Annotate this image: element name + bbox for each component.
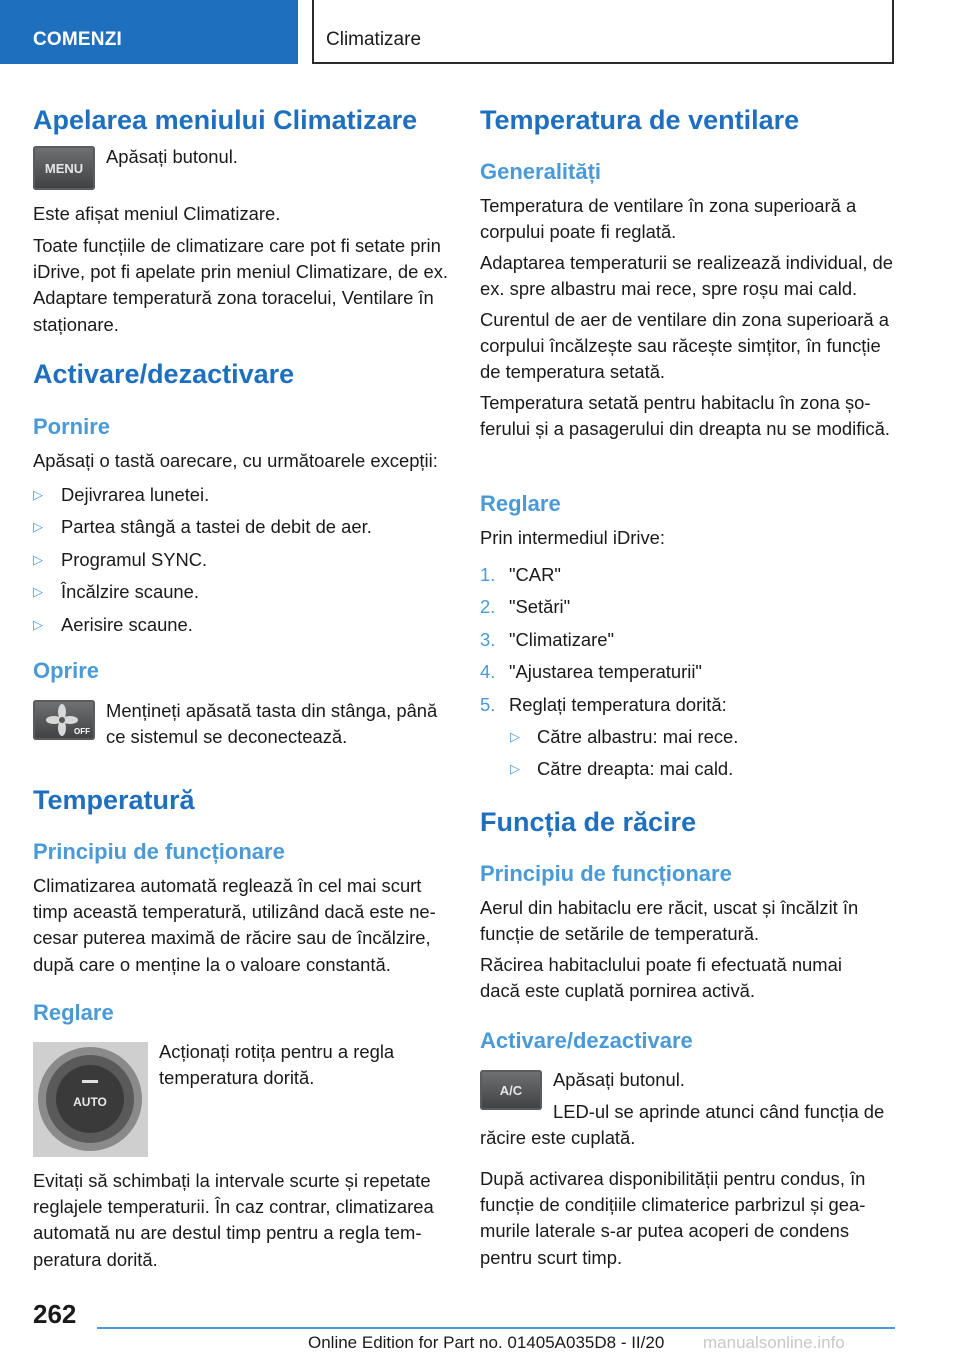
ac-press-text: Apăsați butonul. — [553, 1069, 685, 1090]
heading-activate-right: Activare/dezactivare — [480, 1028, 693, 1053]
reglare-intro: Prin intermediul iDrive: — [480, 527, 665, 548]
heading-reglare-right: Reglare — [480, 491, 561, 516]
fan-icon — [36, 702, 92, 738]
heading-ventilare: Temperatura de ventilare — [480, 105, 800, 135]
principiu-paragraph: Climatizarea automată reglează în cel mai scurt timp această temperatură, utilizând dacă este necesar puterea maximă de răcire sau de încălzire, după care o menține la o valoare constantă. — [33, 875, 436, 975]
heading-menu: Apelarea meniului Climatizare — [33, 105, 418, 135]
edition-text: Online Edition for Part no. 01405A035D8 - II/20 — [308, 1333, 665, 1352]
heading-pornire: Pornire — [33, 414, 111, 439]
list-item: ▷ Către dreapta: mai cald. — [510, 758, 734, 780]
general-paragraph-2: Adaptarea temperaturii se realizează individual, de ex. spre albastru mai rece, spre roșu mai cald. — [480, 252, 894, 300]
fan-off-button-icon — [33, 700, 95, 740]
pornire-paragraph: Apăsați o tastă oarecare, cu următoarele excepții: — [33, 450, 438, 471]
exception-list — [33, 482, 448, 644]
list-item: 3. "Climatizare" — [480, 628, 615, 650]
watermark: manualsonline.info — [703, 1333, 845, 1352]
svg-text:OFF: OFF — [74, 727, 90, 736]
menu-button-icon: MENU — [33, 146, 95, 190]
menu-paragraph-2: Toate funcțiile de climatizare care pot fi setate prin iDrive, pot fi apelate prin meniul Climatizare, de ex. Adaptare temperatură zona toracelui, Ventilare în staționare. — [33, 235, 448, 335]
list-item: 1. "CAR" — [480, 564, 561, 585]
heading-temperatura: Temperatură — [33, 785, 195, 815]
reglare-paragraph-2: Evitați să schimbați la intervale scurte și repetate reglajele temperaturii. În caz contrar, climatizarea automată nu are destul timp pentru a regla temperatura dorită. — [33, 1170, 434, 1270]
menu-press-text: Apăsați butonul. — [106, 146, 238, 167]
heading-activate: Activare/dezactivare — [33, 359, 295, 389]
chapter-header — [312, 0, 894, 64]
general-paragraph-4: Temperatura setată pentru habitaclu în zona șoferului și a pasagerului din dreapta nu se modifică. — [480, 392, 890, 440]
heading-reglare: Reglare — [33, 1000, 114, 1025]
reglare-text: Acționați rotița pentru a regla temperatura dorită. — [159, 1041, 395, 1089]
ac-led-text: LED-ul se aprinde atunci când funcția de răcire este cuplată. — [480, 1101, 885, 1149]
general-paragraph-1: Temperatura de ventilare în zona superioară a corpului poate fi reglată. — [480, 195, 857, 243]
knob-icon — [33, 1042, 148, 1157]
list-item: ▷ Aerisire scaune. — [33, 613, 193, 635]
heading-principiu-right: Principiu de funcționare — [480, 861, 732, 886]
section-tab — [0, 0, 298, 64]
chapter-title: Climatizare — [326, 29, 422, 50]
section-label: COMENZI — [33, 29, 123, 50]
menu-paragraph-1: Este afișat meniul Climatizare. — [33, 203, 281, 224]
page-number: 262 — [33, 1299, 77, 1329]
list-item: ▷ Partea stângă a tastei de debit de aer. — [33, 516, 372, 538]
oprire-text: Mențineți apăsată tasta din stânga, până ce sistemul se deconectează. — [106, 700, 438, 748]
heading-racire: Funcția de răcire — [480, 807, 697, 837]
list-item: 4. "Ajustarea temperaturii" — [480, 661, 702, 683]
ac-paragraph-2: După activarea disponibilității pentru condus, în funcție de condițiile climaterice parbrizul și geamurile laterale s-ar putea acoperi de condens pentru scurt timp. — [480, 1168, 866, 1268]
list-item: ▷ Programul SYNC. — [33, 548, 208, 570]
ac-button-icon: A/C — [480, 1070, 542, 1110]
racire-paragraph-2: Răcirea habitaclului poate fi efectuată numai dacă este cuplată pornirea activă. — [480, 954, 842, 1002]
steps-list — [480, 562, 896, 789]
footer-divider — [97, 1327, 895, 1329]
svg-text:AUTO: AUTO — [73, 1095, 107, 1109]
general-paragraph-3: Curentul de aer de ventilare din zona superioară a corpului încălzește sau răcește simțitor, în funcție de temperatura setată. — [480, 309, 889, 383]
list-item: ▷ Încălzire scaune. — [33, 581, 200, 603]
list-item: 5. Reglați temperatura dorită: — [480, 693, 727, 715]
temperature-knob-image — [33, 1042, 148, 1157]
list-item: ▷ Către albastru: mai rece. — [510, 725, 739, 747]
list-item: ▷ Dejivrarea lunetei. — [33, 484, 210, 505]
racire-paragraph-1: Aerul din habitaclu ere răcit, uscat și încălzit în funcție de setările de temperatură. — [480, 897, 859, 945]
heading-generalitati: Generalități — [480, 159, 602, 184]
heading-oprire: Oprire — [33, 658, 100, 683]
list-item: 2. "Setări" — [480, 596, 571, 618]
heading-principiu: Principiu de funcționare — [33, 839, 285, 864]
